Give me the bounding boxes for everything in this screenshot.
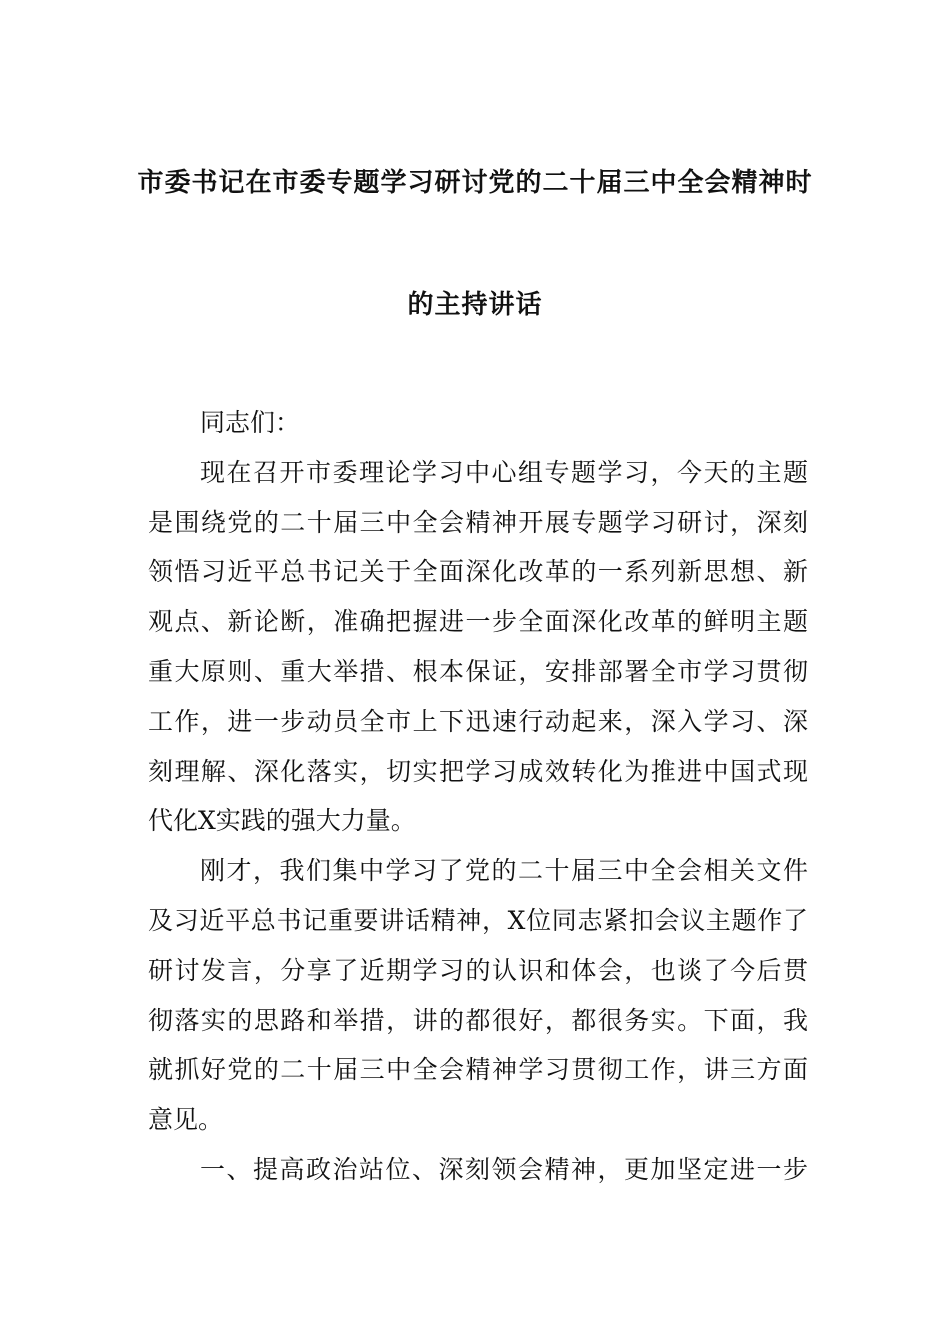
paragraph-2-line-2: 及习近平总书记重要讲话精神，X位同志紧扣会议主题作了	[148, 905, 808, 935]
section-heading-1: 一、提高政治站位、深刻领会精神，更加坚定进一步	[200, 1154, 808, 1184]
salutation: 同志们：	[200, 408, 301, 437]
paragraph-2-line-4: 彻落实的思路和举措，讲的都很好，都很务实。下面，我	[148, 1005, 808, 1035]
paragraph-1-line-7: 刻理解、深化落实，切实把学习成效转化为推进中国式现	[148, 756, 808, 786]
document-title-line-2: 的主持讲话	[407, 290, 543, 320]
paragraph-1-line-1: 现在召开市委理论学习中心组专题学习，今天的主题	[200, 457, 808, 487]
paragraph-2-line-3: 研讨发言，分享了近期学习的认识和体会，也谈了今后贯	[148, 955, 808, 985]
paragraph-2-line-6: 意见。	[148, 1105, 224, 1135]
paragraph-1-line-2: 是围绕党的二十届三中全会精神开展专题学习研讨，深刻	[148, 507, 808, 537]
paragraph-1-line-5: 重大原则、重大举措、根本保证，安排部署全市学习贯彻	[148, 656, 808, 686]
document-body	[148, 398, 808, 1195]
paragraph-1-line-8: 代化X实践的强大力量。	[148, 806, 416, 836]
paragraph-1-line-6: 工作，进一步动员全市上下迅速行动起来，深入学习、深	[148, 706, 808, 736]
document-title-line-1: 市委书记在市委专题学习研讨党的二十届三中全会精神时	[137, 168, 813, 198]
paragraph-1-line-3: 领悟习近平总书记关于全面深化改革的一系列新思想、新	[148, 557, 808, 587]
paragraph-2-line-5: 就抓好党的二十届三中全会精神学习贯彻工作，讲三方面	[148, 1055, 808, 1085]
paragraph-1-line-4: 观点、新论断，准确把握进一步全面深化改革的鲜明主题	[148, 607, 808, 637]
paragraph-2-line-1: 刚才，我们集中学习了党的二十届三中全会相关文件	[200, 856, 808, 886]
